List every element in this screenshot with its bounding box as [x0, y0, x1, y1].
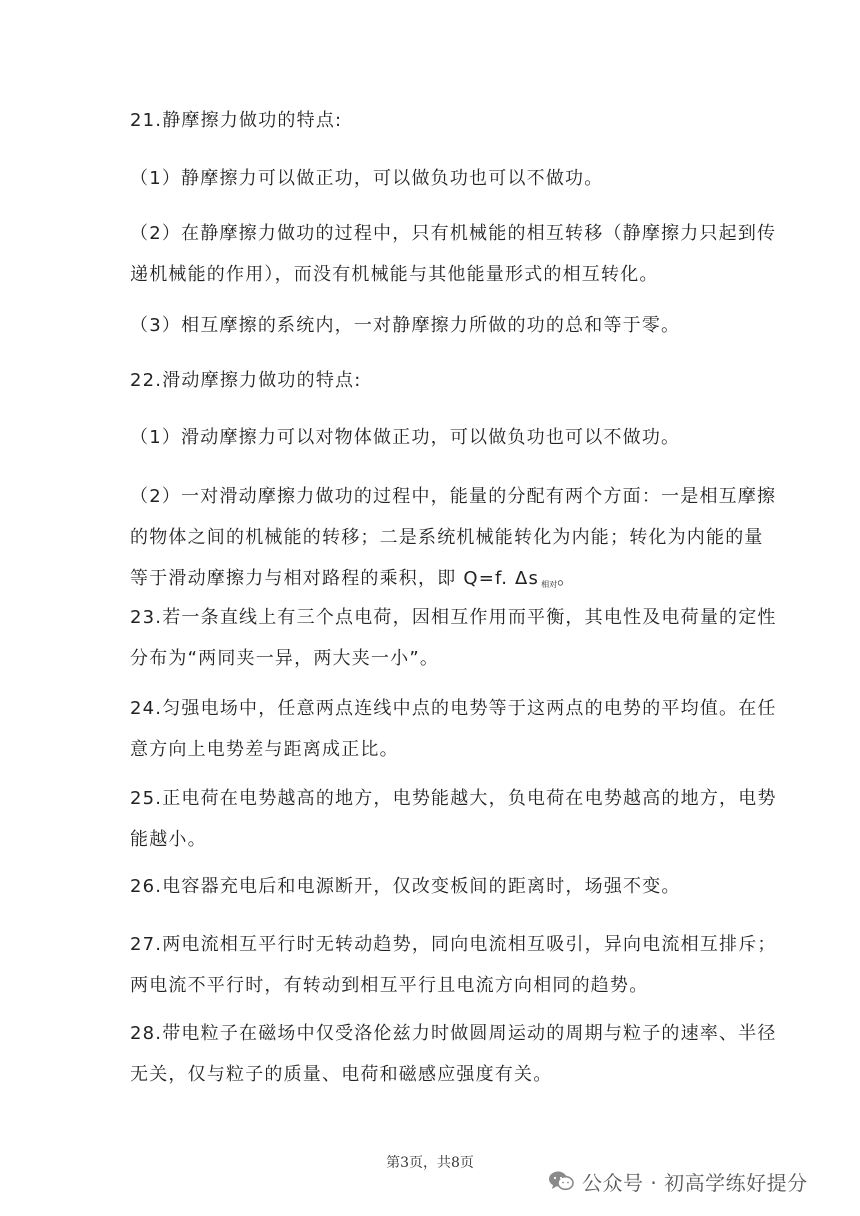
text-line: （2）一对滑动摩擦力做功的过程中，能量的分配有两个方面：一是相互摩擦	[130, 486, 777, 507]
text-line: 22.滑动摩擦力做功的特点:	[130, 370, 362, 391]
page-number: 第3页，共8页	[386, 1155, 474, 1171]
item-28	[130, 1013, 777, 1095]
item-22-point-1	[130, 417, 730, 458]
watermark-text: 公众号 · 初高学练好提分	[582, 1170, 808, 1195]
text-line: 25.正电荷在电势越高的地方，电势能越大，负电荷在电势越高的地方，电势	[130, 788, 777, 809]
text-line: 的物体之间的机械能的转移；二是系统机械能转化为内能；转化为内能的量	[130, 527, 764, 548]
item-23	[130, 597, 777, 679]
formula-subscript: 相对	[541, 580, 558, 589]
item-26	[130, 866, 730, 907]
formula-text: 等于滑动摩擦力与相对路程的乘积，即 Q=f. Δs	[130, 568, 540, 589]
text-line: 24.匀强电场中，任意两点连线中点的电势等于这两点的电势的平均值。在任	[130, 698, 777, 719]
text-line: 27.两电流相互平行时无转动趋势，同向电流相互吸引，异向电流相互排斥；	[130, 934, 777, 955]
text-line: （1）滑动摩擦力可以对物体做正功，可以做负功也可以不做功。	[130, 427, 681, 448]
text-line: 26.电容器充电后和电源断开，仅改变板间的距离时，场强不变。	[130, 876, 681, 897]
text-line: 意方向上电势差与距离成正比。	[130, 739, 399, 760]
item-21-heading	[130, 100, 730, 141]
item-24	[130, 688, 777, 770]
text-line: 28.带电粒子在磁场中仅受洛伦兹力时做圆周运动的周期与粒子的速率、半径	[130, 1023, 777, 1044]
item-22-heading	[130, 360, 730, 401]
item-21-point-2	[130, 213, 777, 295]
wechat-icon	[548, 1170, 574, 1192]
item-27	[130, 924, 777, 1006]
text-line: 分布为“两同夹一异，两大夹一小”。	[130, 648, 440, 669]
formula-tail: 。	[557, 568, 577, 589]
item-21-point-3	[130, 305, 730, 346]
item-22-point-2	[130, 476, 777, 605]
text-line: 无关，仅与粒子的质量、电荷和磁感应强度有关。	[130, 1064, 553, 1085]
text-line: （1）静摩擦力可以做正功，可以做负功也可以不做功。	[130, 168, 604, 189]
watermark	[548, 1166, 808, 1196]
item-25	[130, 778, 777, 860]
item-21-point-1	[130, 158, 730, 199]
text-line: 21.静摩擦力做功的特点:	[130, 110, 343, 131]
text-line: （2）在静摩擦力做功的过程中，只有机械能的相互转移（静摩擦力只起到传	[130, 223, 777, 244]
text-line: （3）相互摩擦的系统内，一对静摩擦力所做的功的总和等于零。	[130, 315, 681, 336]
text-line: 23.若一条直线上有三个点电荷，因相互作用而平衡，其电性及电荷量的定性	[130, 607, 777, 628]
text-line: 递机械能的作用），而没有机械能与其他能量形式的相互转化。	[130, 264, 659, 285]
text-line: 两电流不平行时，有转动到相互平行且电流方向相同的趋势。	[130, 975, 649, 996]
text-line: 能越小。	[130, 829, 207, 850]
